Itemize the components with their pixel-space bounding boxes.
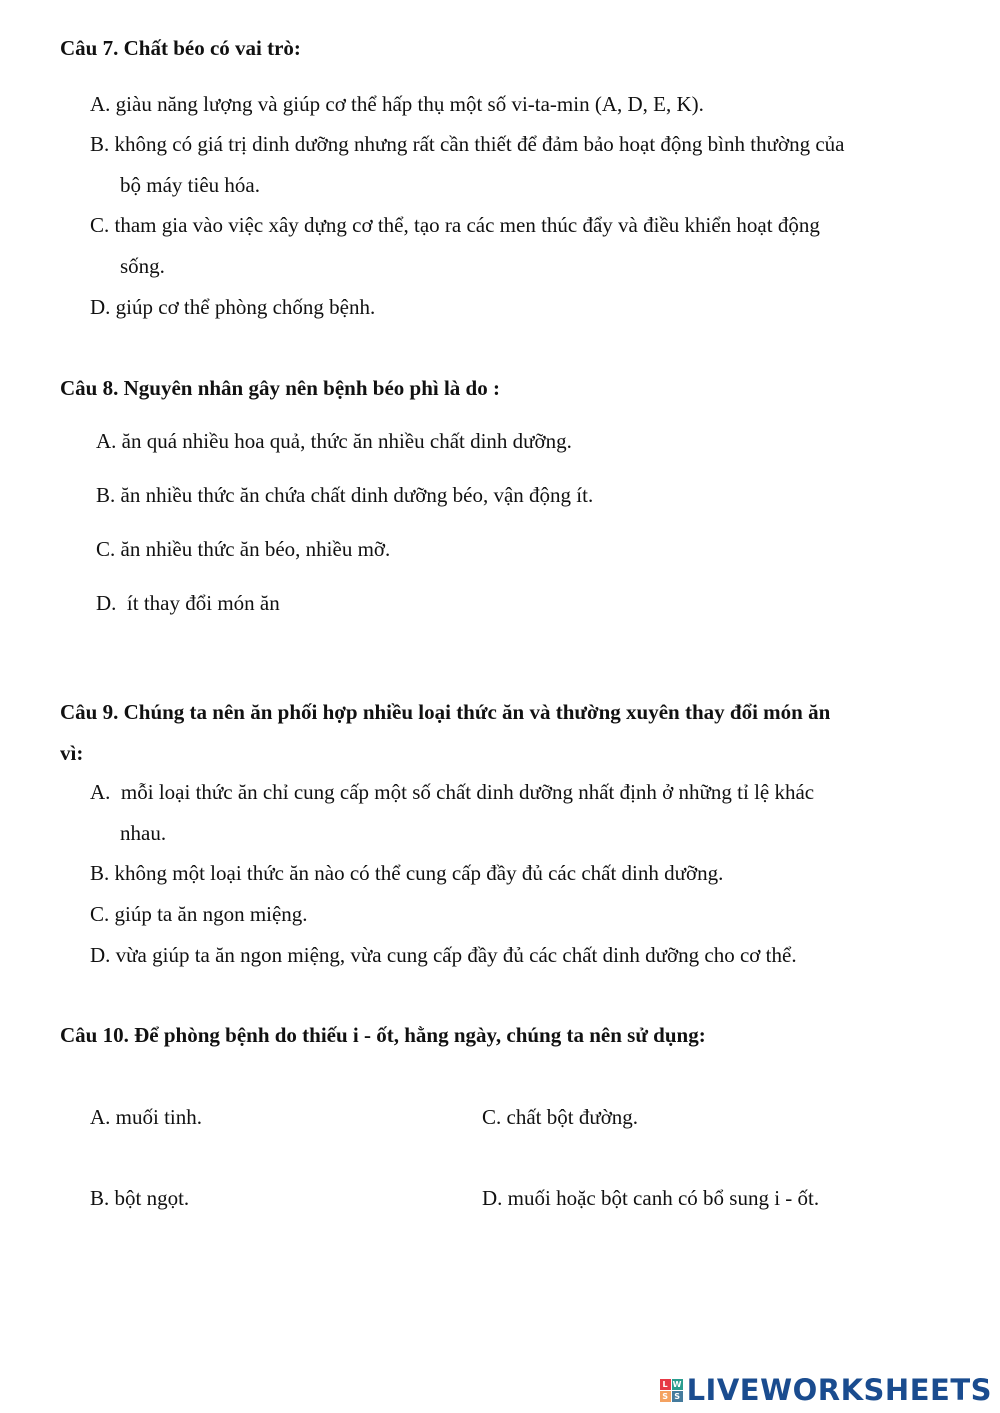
q8-option-a: A. ăn quá nhiều hoa quả, thức ăn nhiều chất dinh dưỡng. xyxy=(96,429,572,453)
q9-option-c: C. giúp ta ăn ngon miệng. xyxy=(90,902,308,926)
q9-option-a-cont: nhau. xyxy=(120,821,167,845)
logo-tile-1: L xyxy=(660,1379,671,1390)
q7-option-b-cont: bộ máy tiêu hóa. xyxy=(120,173,260,197)
question-10-label: Câu 10 xyxy=(60,1023,124,1047)
q10-option-a: A. muối tinh. xyxy=(90,1105,203,1129)
q10-option-d: D. muối hoặc bột canh có bổ sung i - ốt. xyxy=(482,1186,820,1210)
question-9-title-cont: vì: xyxy=(60,741,84,765)
q7-option-b: B. không có giá trị dinh dưỡng nhưng rất cần thiết để đảm bảo hoạt động bình thường của xyxy=(90,132,845,156)
logo-tile-4: S xyxy=(672,1391,683,1402)
question-7-title xyxy=(60,28,301,68)
q9-option-a: A. mỗi loại thức ăn chỉ cung cấp một số chất dinh dưỡng nhất định ở những tỉ lệ khác xyxy=(90,780,815,804)
q10-option-b: B. bột ngọt. xyxy=(90,1186,190,1210)
q8-option-c: C. ăn nhiều thức ăn béo, nhiều mỡ. xyxy=(96,537,391,561)
question-8-title: Câu 8. Nguyên nhân gây nên bệnh béo phì là do : xyxy=(60,376,500,400)
q9-option-b: B. không một loại thức ăn nào có thể cung cấp đầy đủ các chất dinh dưỡng. xyxy=(90,861,724,885)
q7-option-c-cont: sống. xyxy=(120,254,165,278)
q7-option-c: C. tham gia vào việc xây dựng cơ thể, tạo ra các men thúc đẩy và điều khiển hoạt động xyxy=(90,213,820,237)
q7-option-a: A. giàu năng lượng và giúp cơ thể hấp thụ một số vi-ta-min (A, D, E, K). xyxy=(90,92,704,116)
liveworksheets-brand xyxy=(660,1373,992,1407)
question-7-text: . Chất béo có vai trò: xyxy=(113,36,301,60)
question-7-label: Câu 7 xyxy=(60,36,114,60)
q8-option-d: D. ít thay đổi món ăn xyxy=(96,591,280,615)
question-10-title xyxy=(60,1015,706,1055)
question-9-title: Câu 9. Chúng ta nên ăn phối hợp nhiều loại thức ăn và thường xuyên thay đổi món ăn xyxy=(60,700,831,724)
q10-option-c: C. chất bột đường. xyxy=(482,1105,639,1129)
liveworksheets-wordmark: LIVEWORKSHEETS xyxy=(686,1373,992,1407)
q7-option-d: D. giúp cơ thể phòng chống bệnh. xyxy=(90,295,376,319)
logo-tile-2: W xyxy=(672,1379,682,1389)
liveworksheets-logo-icon xyxy=(660,1379,683,1402)
question-10-text: . Để phòng bệnh do thiếu i - ốt, hằng ngày, chúng ta nên sử dụng: xyxy=(123,1023,706,1047)
q9-option-d: D. vừa giúp ta ăn ngon miệng, vừa cung cấp đầy đủ các chất dinh dưỡng cho cơ thể. xyxy=(90,943,797,967)
q8-option-b: B. ăn nhiều thức ăn chứa chất dinh dưỡng béo, vận động ít. xyxy=(96,483,594,507)
logo-tile-3: S xyxy=(660,1391,671,1402)
